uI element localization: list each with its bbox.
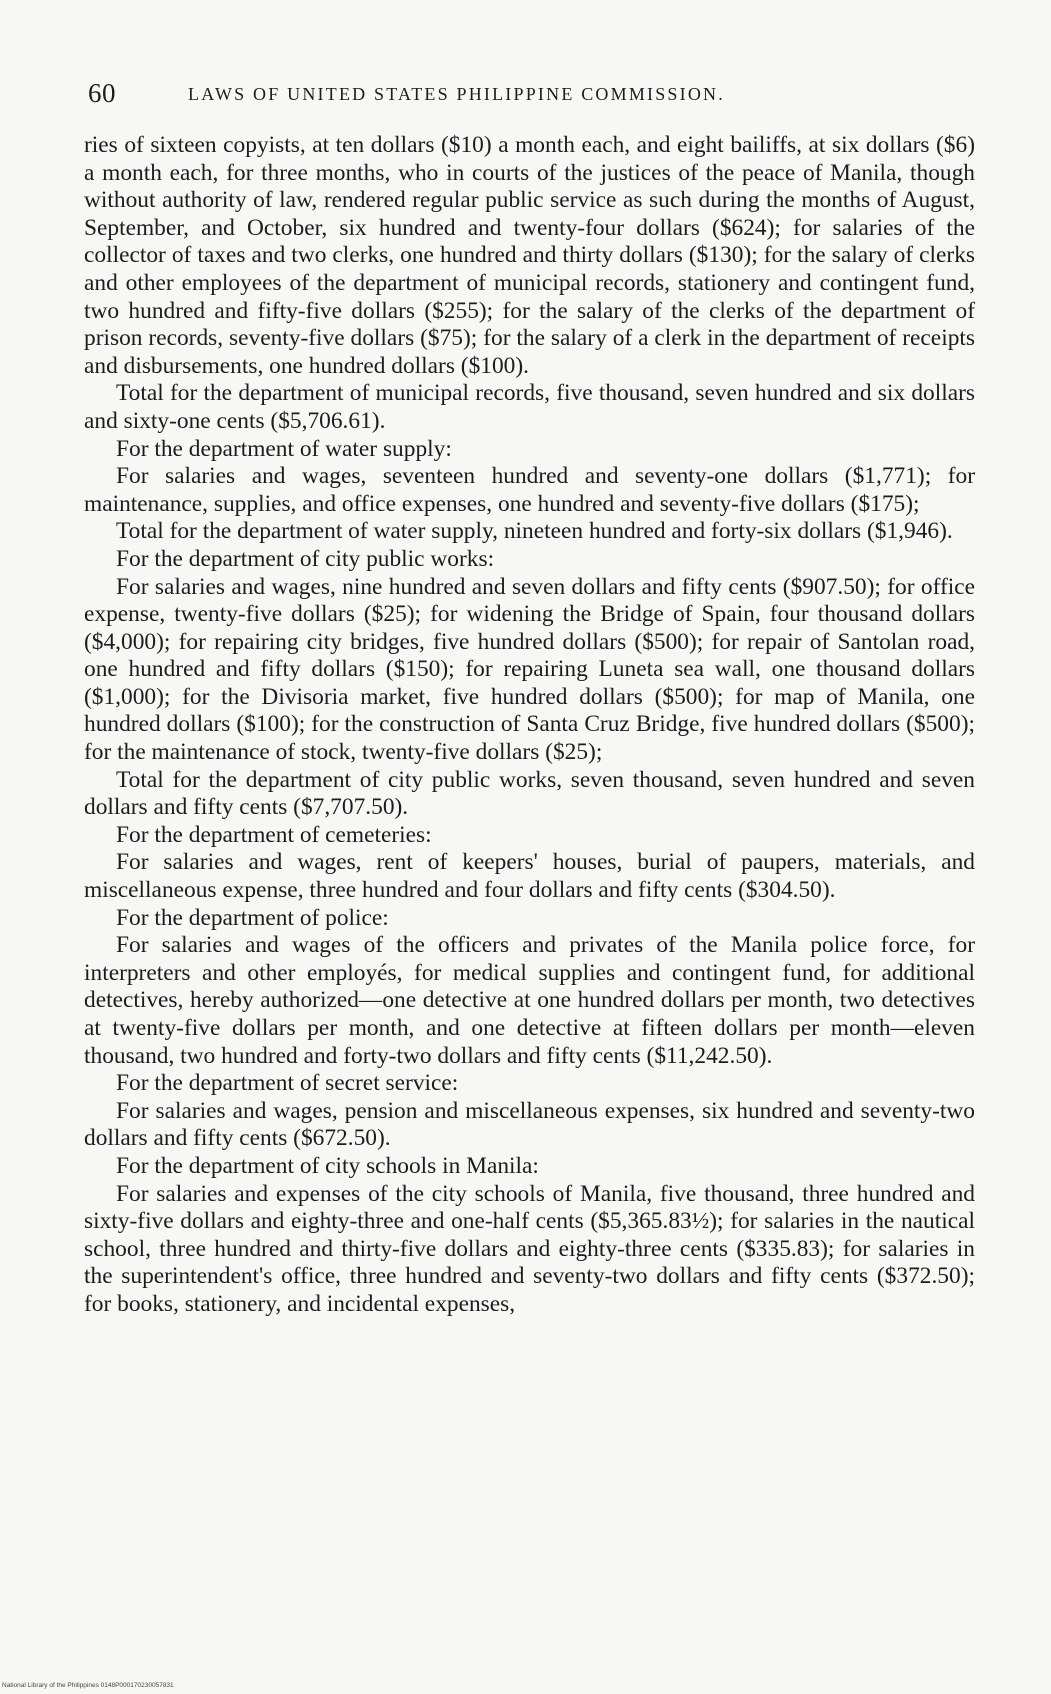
paragraph-city-schools-items: For salaries and expenses of the city schools of Manila, five thousand, three hundred and sixty-five dollars and eighty-three and one-half cents ($5,365.83½); for salaries in the nautical school, three hundred and thirty-five dollars and eighty-three cents ($335.83); for salaries in the superintendent's office, three hundred and seventy-two dollars and fifty cents ($372.50); for books, stationery, and incidental expenses, [84, 1180, 975, 1317]
scan-footer-note: National Library of the Philippines 0148P000170230057831 [2, 1682, 174, 1689]
running-head: LAWS OF UNITED STATES PHILIPPINE COMMISSION. [188, 84, 725, 104]
paragraph-heading-water-supply: For the department of water supply: [116, 435, 452, 462]
page-header [88, 78, 888, 118]
paragraph-water-supply-items: For salaries and wages, seventeen hundred and seventy-one dollars ($1,771); for maintenance, supplies, and office expenses, one hundred and seventy-five dollars ($175); [84, 463, 975, 517]
paragraph-cemeteries-items: For salaries and wages, rent of keepers' houses, burial of paupers, materials, and miscellaneous expense, three hundred and four dollars and fifty cents ($304.50). [84, 849, 975, 904]
paragraph-heading-city-schools: For the department of city schools in Manila: [116, 1152, 539, 1179]
paragraph-heading-secret-service: For the department of secret service: [116, 1070, 459, 1097]
paragraph-total-public-works: Total for the department of city public works, seven thousand, seven hundred and seven dollars and fifty cents ($7,707.50). [84, 766, 975, 821]
paragraph-police-items: For salaries and wages of the officers and privates of the Manila police force, for interpreters and other employés, for medical supplies and contingent fund, for additional detectives, hereby authorized—one detective at one hundred dollars per month, two detectives at twenty-five dollars per month, and one detective at fifteen dollars per month—eleven thousand, two hundred and forty-two dollars and fifty cents ($11,242.50). [84, 932, 975, 1069]
paragraph-total-municipal-records: Total for the department of municipal records, five thousand, seven hundred and six dollars and sixty-one cents ($5,706.61). [84, 380, 975, 434]
page-number: 60 [88, 78, 116, 108]
body-text [84, 132, 975, 1319]
paragraph-total-water-supply: Total for the department of water supply, nineteen hundred and forty-six dollars ($1,946). [116, 518, 953, 545]
paragraph-salaries-copyists: ries of sixteen copyists, at ten dollars ($10) a month each, and eight bailiffs, at six dollars ($6) a month each, for three months, who in courts of the justices of the peace of Manila, though without authority of law, rendered regular public service as such during the months of August, September, and October, six hundred and twenty-four dollars ($624); for salaries of the collector of taxes and two clerks, one hundred and thirty dollars ($130); for the salary of clerks and other employees of the department of municipal records, stationery and contingent fund, two hundred and fifty-five dollars ($255); for the salary of the clerks of the department of prison records, seventy-five dollars ($75); for the salary of a clerk in the department of receipts and disbursements, one hundred dollars ($100). [84, 132, 975, 379]
paragraph-heading-police: For the department of police: [116, 904, 389, 931]
paragraph-public-works-items: For salaries and wages, nine hundred and seven dollars and fifty cents ($907.50); for office expense, twenty-five dollars ($25); for widening the Bridge of Spain, four thousand dollars ($4,000); for repairing city bridges, five hundred dollars ($500); for repair of Santolan road, one hundred and fifty dollars ($150); for repairing Luneta sea wall, one thousand dollars ($1,000); for the Divisoria market, five hundred dollars ($500); for map of Manila, one hundred dollars ($100); for the construction of Santa Cruz Bridge, five hundred dollars ($500); for the maintenance of stock, twenty-five dollars ($25); [84, 573, 975, 766]
paragraph-heading-public-works: For the department of city public works: [116, 545, 495, 572]
paragraph-secret-service-items: For salaries and wages, pension and miscellaneous expenses, six hundred and seventy-two dollars and fifty cents ($672.50). [84, 1097, 975, 1152]
paragraph-heading-cemeteries: For the department of cemeteries: [116, 821, 432, 848]
